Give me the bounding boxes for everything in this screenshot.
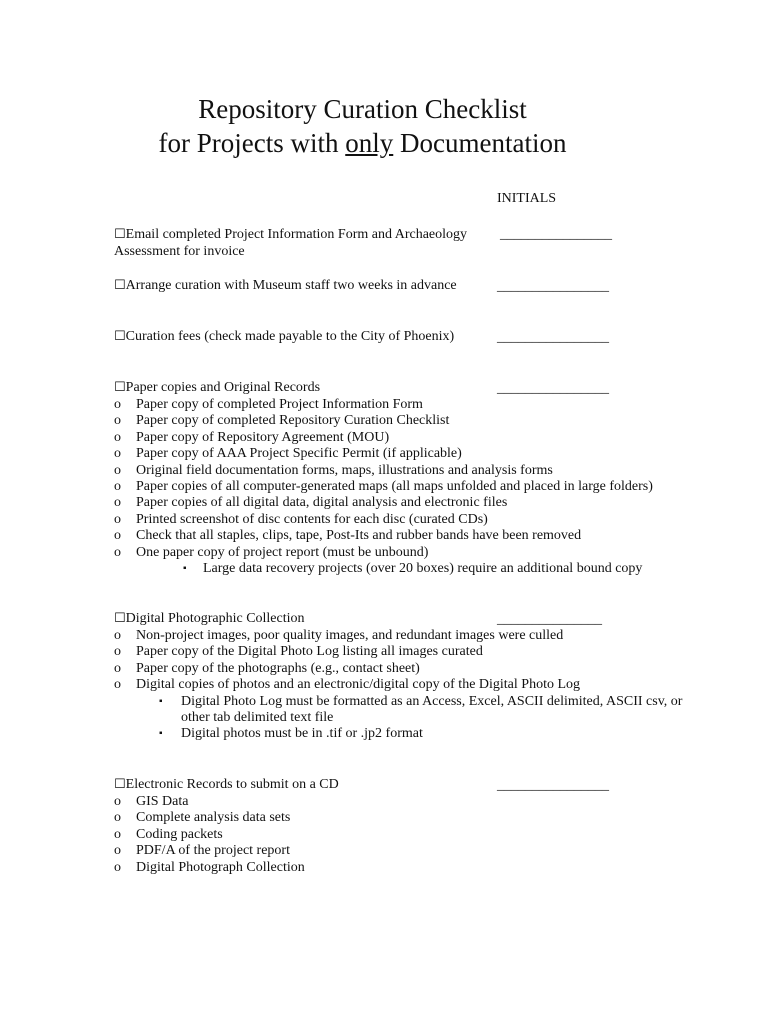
bullet: o — [114, 479, 121, 494]
initials-blank-electronic[interactable]: ________________ — [497, 778, 609, 793]
bullet: o — [114, 511, 121, 527]
bullet: o — [114, 544, 121, 560]
square-bullet-icon: ▪ — [183, 563, 187, 574]
bullet: o — [114, 397, 121, 412]
initials-blank-arrange[interactable]: ________________ — [497, 279, 609, 294]
bullet: o — [114, 677, 121, 693]
checkbox-icon[interactable]: ☐ — [114, 611, 126, 626]
initials-label: INITIALS — [497, 191, 557, 206]
section-email-line2: Assessment for invoice — [114, 244, 245, 259]
section-arrange[interactable]: ☐Arrange curation with Museum staff two weeks in advance — [114, 278, 457, 293]
section-electronic[interactable]: ☐Electronic Records to submit on a CD — [114, 777, 339, 792]
initials-blank-fees[interactable]: ________________ — [497, 330, 609, 345]
square-bullet-icon: ▪ — [159, 728, 163, 740]
bullet: o — [114, 528, 121, 544]
initials-blank-photo[interactable]: _______________ — [497, 612, 602, 627]
checkbox-icon[interactable]: ☐ — [114, 329, 126, 344]
bullet: o — [114, 859, 121, 875]
bullet: o — [114, 495, 121, 511]
initials-blank-email[interactable]: ________________ — [500, 227, 612, 242]
checkbox-icon[interactable]: ☐ — [114, 777, 126, 792]
bullet: o — [114, 660, 121, 676]
bullet: o — [114, 628, 121, 643]
checkbox-icon[interactable]: ☐ — [114, 278, 126, 293]
bullet: o — [114, 826, 121, 842]
section-fees[interactable]: ☐Curation fees (check made payable to the City of Phoenix) — [114, 329, 455, 344]
underlined-only: only — [345, 128, 394, 158]
title-line-1: Repository Curation Checklist — [198, 94, 527, 124]
bullet: o — [114, 446, 121, 462]
bullet: o — [114, 413, 121, 429]
title-line-2: for Projects with only Documentation — [158, 128, 567, 158]
checkbox-icon[interactable]: ☐ — [114, 380, 126, 395]
bullet: o — [114, 794, 121, 809]
checkbox-icon[interactable]: ☐ — [114, 227, 126, 242]
bullet: o — [114, 644, 121, 660]
document-page: Repository Curation Checklist for Projects with only Documentation INITIALS ☐Email completed Project Information Form and Archaeology Assessment for invoice ________________ ☐Arrange curation with Museum staff two weeks in advance ________________ ☐Curation fees (check made payable to the City of Phoenix) ________________ ☐Paper copies and Original Records ________________ o Paper copy of completed Project Information Form o Paper copy of completed Repository Curation Checklist o Paper copy of Repository Agreement (MOU) o Paper copy of AAA Project Specific Permit (if applicable) o Original field documentation forms, maps, illustrations and analysis forms o Paper copies of all computer-generated maps (all maps unfolded and placed in large folders) o Paper copies of all digital data, digital analysis and electronic files o Printed screenshot of disc contents for each disc (curated CDs) o Check that all staples, clips, tape, Post-Its and rubber bands have been removed o One paper copy of project report (must be unbound) ▪ Large data recovery projects (over 20 boxes) require an additional bound copy ☐Digital Photographic Collection _______________ o Non-project images, poor quality images, and redundant images were culled o Paper copy of the Digital Photo Log listing all images curated o Paper copy of the photographs (e.g., contact sheet) o Digital copies of photos and an electronic/digital copy of the Digital Photo Log ▪ Digital Photo Log must be formatted as an Access, Excel, ASCII delimited, ASCII csv, or other tab delimited text file ▪ Digital photos must be in .tif or .jp2 format ☐Electronic Records to submit on a CD ________________ o GIS Data o Complete analysis data sets o Coding packets o PDF/A of the project report o Digital Photograph Collection — [0, 0, 770, 1024]
bullet: o — [114, 429, 121, 445]
section-paper[interactable]: ☐Paper copies and Original Records — [114, 380, 321, 395]
square-bullet-icon: ▪ — [159, 695, 163, 707]
section-photo[interactable]: ☐Digital Photographic Collection — [114, 611, 305, 626]
section-email[interactable]: ☐Email completed Project Information Form and Archaeology — [114, 227, 468, 242]
initials-blank-paper[interactable]: ________________ — [497, 381, 609, 396]
bullet: o — [114, 810, 121, 826]
bullet: o — [114, 462, 121, 478]
bullet: o — [114, 843, 121, 859]
